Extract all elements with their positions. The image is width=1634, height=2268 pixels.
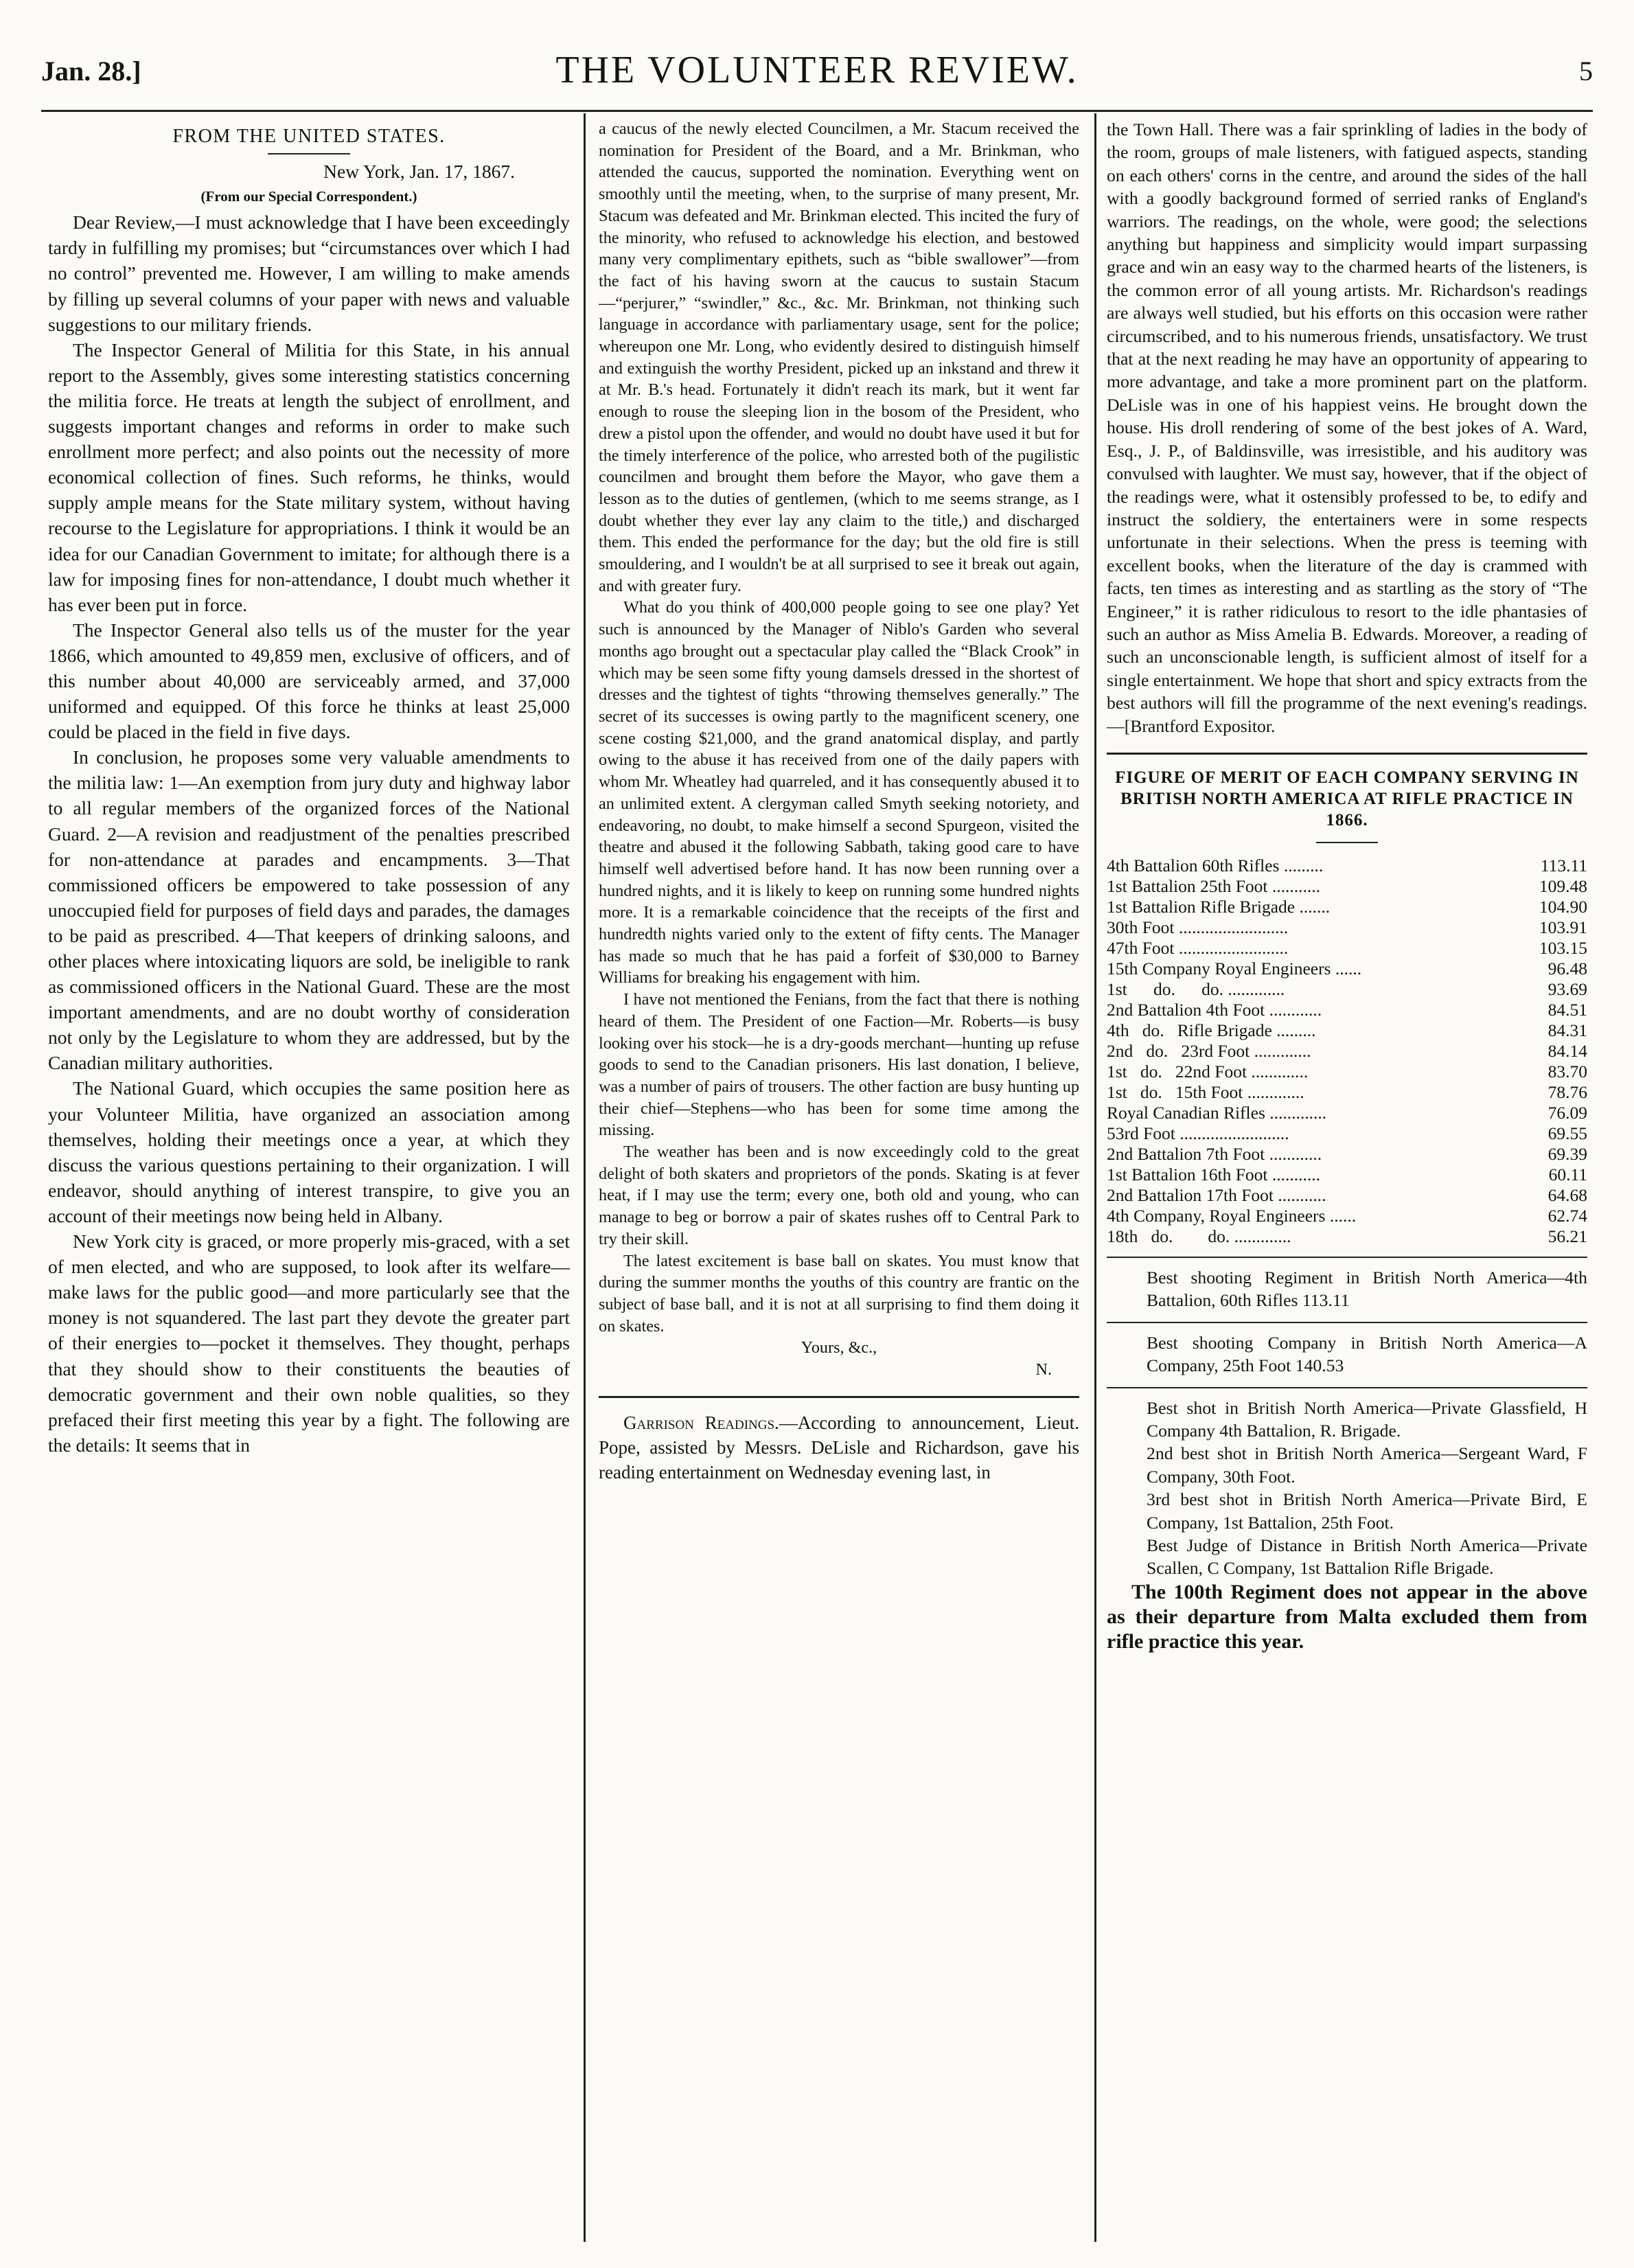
unit-name: 1st Battalion 16th Foot ........... [1107,1164,1320,1184]
rifle-scores-table [1107,856,1587,1247]
article-paragraph: New York city is graced, or more properly mis-graced, with a set of men elected, and who are supposed, to look after its welfare—make laws for the public good—and more particularly see that the money is not squandered. The last part they devote the greater part of their energies to—pocket it themselves. They thought, perhaps that they should show to their constituents the beauties of democratic government and their own noble qualities, so they prefaced their first meeting this year by a fight. The following are the details: It seems that in [48,1230,570,1456]
table-row [1107,1144,1587,1165]
award-text: Best shot in British North America—Private Glassfield, H Company 4th Battalion, R. Brigade. [1147,1397,1587,1441]
article-paragraph: Dear Review,—I must acknowledge that I have been exceedingly tardy in fulfilling my promises; but “circumstances over which I had no control” prevented me. However, I am willing to make amends by filling up several columns of your paper with news and valuable suggestions to our military friends. [48,211,570,335]
page-header [41,48,1593,110]
table-row [1107,1041,1587,1062]
garrison-readings-title: Garrison Readings. [623,1412,779,1433]
merit-value: 96.48 [1547,958,1587,978]
unit-name: 2nd Battalion 7th Foot ............ [1107,1143,1322,1164]
column-3 [1107,118,1587,1654]
merit-value: 76.09 [1547,1102,1587,1123]
table-heading-rule [1316,842,1378,843]
article-paragraph: The latest excitement is base ball on skates. You must know that during the summer months the youths of this country are frantic on the subject of base ball, and it is not at all surprising to find them doing it on skates. [599,1251,1079,1336]
best-company-text: Best shooting Company in British North America—A Company, 25th Foot 140.53 [1147,1332,1587,1376]
table-row [1107,1020,1587,1041]
merit-value: 103.15 [1539,937,1587,958]
table-row [1107,876,1587,897]
award-text: 3rd best shot in British North America—Private Bird, E Company, 1st Battalion, 25th Foot. [1147,1489,1587,1533]
merit-value: 84.51 [1547,999,1587,1020]
closing-note: The 100th Regiment does not appear in the above as their departure from Malta excluded them from rifle practice this year. [1107,1580,1587,1653]
unit-name: 1st do. do. ............. [1107,978,1285,999]
unit-name: 1st do. 15th Foot ............. [1107,1081,1304,1102]
garrison-readings-paragraph [599,1410,1079,1485]
unit-name: 2nd do. 23rd Foot ............. [1107,1040,1311,1061]
merit-value: 103.91 [1539,917,1587,937]
merit-value: 83.70 [1547,1061,1587,1081]
unit-name: 18th do. do. ............. [1107,1226,1291,1246]
merit-value: 104.90 [1539,896,1587,917]
correspondent-note: (From our Special Correspondent.) [200,188,417,205]
merit-value: 78.76 [1547,1081,1587,1102]
unit-name: 2nd Battalion 4th Foot ............ [1107,999,1322,1020]
award-item [1107,1488,1587,1534]
award-rule [1107,1322,1587,1323]
award-text: Best Judge of Distance in British North America—Private Scallen, C Company, 1st Battalion Rifle Brigade. [1147,1535,1587,1579]
column-divider-2 [1094,113,1096,2242]
article-paragraph: The Inspector General also tells us of the muster for the year 1866, which amounted to 49,859 men, exclusive of officers, and of this number about 40,000 are serviceably armed, and 37,000 uniformed and equipped. Of this force he thinks at least 25,000 could be placed in the field in five days. [48,619,570,743]
merit-value: 56.21 [1547,1226,1587,1246]
unit-name: 1st Battalion 25th Foot ........... [1107,875,1320,896]
unit-name: 1st do. 22nd Foot ............. [1107,1061,1309,1081]
unit-name: 2nd Battalion 17th Foot ........... [1107,1184,1326,1205]
article-heading: FROM THE UNITED STATES. [172,126,446,147]
article-paragraph: I have not mentioned the Fenians, from the fact that there is nothing heard of them. The President of one Faction—Mr. Roberts—is busy looking over his stock—he is a dry-goods merchant—hunting up refuse goods to send to the Canadian prisoners. His last donation, I believe, was a number of pairs of trousers. The other faction are busy hunting up their chief—Stephens—who has been for some time among the missing. [599,990,1079,1140]
table-row [1107,917,1587,938]
article-paragraph: The National Guard, which occupies the same position here as your Volunteer Militia, have organized an association among themselves, holding their meetings once a year, at which they discuss the various questions pertaining to their organization. I will endeavor, should anything of interest transpire, to give you an account of their meetings now being held in Albany. [48,1077,570,1226]
readings-continuation: the Town Hall. There was a fair sprinkling of ladies in the body of the room, groups of male listeners, with fatigued aspects, standing on each others' corns in the centre, and around the sides of the hall with a goodly background formed of serried ranks of England's warriors. The readings, on the whole, were good; the selections anything but happiness and simplicity would impart surpassing grace and win an easy way to the charmed hearts of the listeners, is the common error of all young artists. Mr. Richardson's readings are always well studied, but his efforts on this occasion were rather circumscribed, and to his numerous friends, unsatisfactory. We trust that at the next reading he may have an opportunity of appearing to more advantage, and take a more prominent part on the platform. DeLisle was in one of his happiest veins. He brought down the house. His droll rendering of some of the best jokes of A. Ward, Esq., J. P., of Baldinsville, was irresistible, and his auditory was convulsed with laughter. We must say, however, that if the object of the readings were, what it ostensibly professed to be, to edify and instruct the soldiery, the entertainers were in some respects unfortunate in their selections. When the press is teeming with excellent books, when the literature of the day is crammed with facts, ten times as interesting and as startling as the story of “The Engineer,” it is rather ridiculous to resort to the idle phantasies of such an author as Miss Amelia B. Edwards. Moreover, a reading of such an unconscionable length, is sufficient almost of itself for a single entertainment. We hope that short and spicy extracts from the best authors will fill the programme of the next evening's readings.—[Brantford Expositor. [1107,119,1587,736]
merit-value: 84.14 [1547,1040,1587,1061]
table-row [1107,1165,1587,1185]
unit-name: Royal Canadian Rifles ............. [1107,1102,1327,1123]
garrison-readings-text: —According to announcement, Lieut. Pope, assisted by Messrs. DeLisle and Richardson, gave his reading entertainment on Wednesday evening last, in [599,1412,1079,1482]
section-rule [599,1396,1079,1398]
article-paragraph: The Inspector General of Militia for this State, in his annual report to the Assembly, gives some interesting statistics concerning the militia force. He treats at length the subject of enrollment, and suggests important changes and reforms in order to make such enrollment more perfect; and also points out the necessity of more economical collection of fines. Such reforms, he thinks, would supply ample means for the State military system, without having recourse to the Legislature for appropriations. I think it would be an idea for our Canadian Government to imitate; for although there is a law for imposing fines for non-attendance, I doubt much whether it has ever been put in force. [48,339,570,615]
article-paragraph: What do you think of 400,000 people going to see one play? Yet such is announced by the Manager of Niblo's Garden who several months ago brought out a spectacular play called the “Black Crook” in which may be seen some fifty young damsels dressed in the shortest of dresses and the tightest of tights “throwing themselves generally.” The secret of its successes is owing partly to the magnificent scenery, one scene costing $21,000, and the grand anatomical display, and partly owing to the abuse it has received from one of the daily papers with whom Mr. Wheatley had quarreled, and it has consequently abused it to an unlimited extent. A clergyman called Smyth seeking notoriety, and endeavoring, no doubt, to make himself a second Spurgeon, visited the theatre and abused it the following Sabbath, taking good care to have himself well advertised before hand. It has now been running over a hundred nights, and it is likely to keep on running some hundred nights more. It is a remarkable coincidence that the receipts of the first and hundredth nights varied only to the extent of fifty cents. The Manager has made so much that he has paid a forfeit of $30,000 to Barney Williams for breaking his engagement with him. [599,598,1079,987]
article-paragraph: a caucus of the newly elected Councilmen, a Mr. Stacum received the nomination for President of the Board, and a Mr. Brinkman, who attended the caucus, supported the nomination. Everything went on smoothly until the meeting, when, to the surprise of many present, Mr. Stacum was defeated and Mr. Brinkman elected. This incited the fury of the minority, who refused to acknowledge his election, and bestowed many very complimentary epithets, such as “bible swallower”—from the fact of his having sworn at the caucus to sustain Stacum—“perjurer,” “swindler,” &c., &c. Mr. Brinkman, not thinking such language in accordance with parliamentary usage, sent for the police; whereupon one Mr. Long, who evidently desired to distinguish himself and extinguish the worthy President, picked up an inkstand and threw it at Mr. B.'s head. Fortunately it didn't reach its mark, but it went far enough to rouse the sleeping lion in the bosom of the President, who drew a pistol upon the offender, and would no doubt have used it but for the timely interference of the police, who arrested both of the pugilistic councilmen and brought them before the Mayor, who gave them a lesson as to the duties of gentlemen, (which to me seems strange, as I doubt whether they ever lay any claim to the title,) and discharged them. This ended the performance for the day; but the old fire is still smouldering, and I wouldn't be at all surprised to see it break out again, and with greater fury. [599,119,1079,595]
newspaper-title: THE VOLUNTEER REVIEW. [555,49,1079,91]
heading-rule [268,153,350,154]
merit-value: 113.11 [1540,855,1587,875]
article-dateline: New York, Jan. 17, 1867. [323,161,515,183]
table-row [1107,856,1587,876]
merit-value: 84.31 [1547,1020,1587,1040]
table-row [1107,1062,1587,1082]
sign-off: Yours, &c., [801,1338,877,1358]
unit-name: 30th Foot ......................... [1107,917,1289,937]
column-1 [48,118,570,1458]
table-rule [1107,1257,1587,1258]
merit-value: 60.11 [1548,1164,1587,1184]
merit-value: 62.74 [1547,1205,1587,1226]
award-item [1107,1534,1587,1580]
header-rule [41,110,1593,112]
award-rule [1107,1387,1587,1388]
table-row [1107,1226,1587,1247]
column-divider-1 [584,113,586,2242]
unit-name: 4th do. Rifle Brigade ......... [1107,1020,1316,1040]
column-2 [599,118,1079,1485]
article-paragraph: In conclusion, he proposes some very valuable amendments to the militia law: 1—An exemption from jury duty and highway labor to all regular members of the organized forces of the National Guard. 2—A revision and readjustment of the penalties prescribed for non-attendance at parades and encampments. 3—That commissioned officers be empowered to take possession of any unoccupied field for purposes of field days and parades, the damages to be paid as prescribed. 4—That keepers of drinking saloons, and other places where intoxicating liquors are sold, be ineligible to rank as commissioned officers in the National Guard. These are the most important amendments, and are no doubt worthy of consideration not only by the Legislature to whom they are addressed, but by the Canadian military authorities. [48,746,570,1074]
table-row [1107,979,1587,1000]
unit-name: 15th Company Royal Engineers ...... [1107,958,1362,978]
page-number: 5 [1579,56,1593,87]
rifle-table-heading: FIGURE OF MERIT OF EACH COMPANY SERVING IN BRITISH NORTH AMERICA AT RIFLE PRACTICE IN 1866. [1115,768,1579,829]
unit-name: 4th Company, Royal Engineers ...... [1107,1205,1357,1226]
award-text: 2nd best shot in British North America—Sergeant Ward, F Company, 30th Foot. [1147,1443,1587,1487]
merit-value: 93.69 [1547,978,1587,999]
award-item [1107,1397,1587,1443]
table-row [1107,897,1587,917]
unit-name: 1st Battalion Rifle Brigade ....... [1107,896,1331,917]
merit-value: 109.48 [1539,875,1587,896]
unit-name: 47th Foot ......................... [1107,937,1289,958]
best-regiment [1107,1266,1587,1312]
best-regiment-text: Best shooting Regiment in British North America—4th Battalion, 60th Rifles 113.11 [1147,1267,1587,1311]
unit-name: 4th Battalion 60th Rifles ......... [1107,855,1324,875]
unit-name: 53rd Foot ......................... [1107,1123,1289,1143]
table-row [1107,1000,1587,1020]
table-row [1107,938,1587,959]
merit-value: 69.55 [1547,1123,1587,1143]
merit-value: 64.68 [1547,1184,1587,1205]
table-row [1107,1185,1587,1206]
table-row [1107,1123,1587,1144]
best-company [1107,1331,1587,1377]
table-row [1107,959,1587,979]
table-row [1107,1103,1587,1123]
award-item [1107,1442,1587,1488]
issue-date: Jan. 28.] [41,56,141,87]
merit-value: 69.39 [1547,1143,1587,1164]
article-paragraph: The weather has been and is now exceedingly cold to the great delight of both skaters and proprietors of the ponds. Skating is at fever heat, if I may use the term; every one, both old and young, who can manage to beg or borrow a pair of skates rushes off to Central Park to try their skill. [599,1143,1079,1248]
section-rule [1107,753,1587,755]
table-row [1107,1206,1587,1226]
signature: N. [1035,1360,1052,1379]
table-row [1107,1082,1587,1103]
